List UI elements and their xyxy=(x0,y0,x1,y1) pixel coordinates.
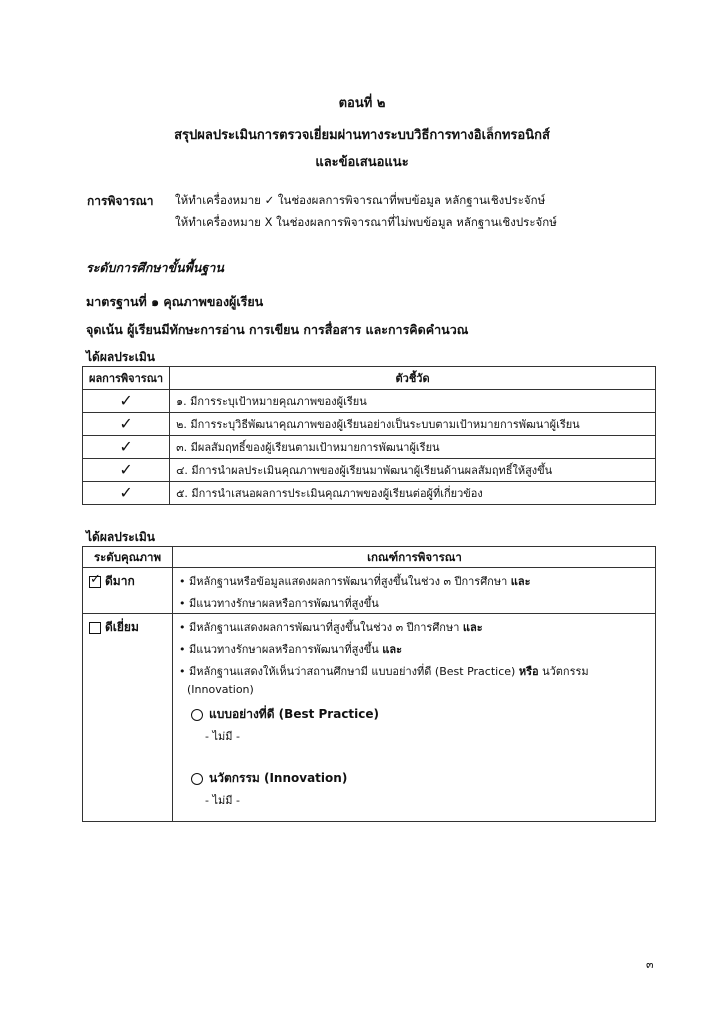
level-excellent-label: ดีเยี่ยม xyxy=(105,620,139,634)
level-very-good-label: ดีมาก xyxy=(105,574,135,588)
level-excellent xyxy=(89,618,139,637)
very-good-bullet-2: • มีแนวทางรักษาผลหรือการพัฒนาที่สูงขึ้น xyxy=(179,597,379,610)
col-indicator: ตัวชี้วัด xyxy=(170,367,656,390)
table-row xyxy=(83,413,656,436)
innovation-value: - ไม่มี - xyxy=(205,794,240,807)
excellent-bullet-2: • มีแนวทางรักษาผลหรือการพัฒนาที่สูงขึ้น และ xyxy=(179,643,403,656)
table-row xyxy=(83,482,656,505)
criteria-line-check: ให้ทำเครื่องหมาย ✓ ในช่องผลการพิจารณาที่พบข้อมูล หลักฐานเชิงประจักษ์ xyxy=(175,193,546,207)
quality-table xyxy=(82,546,656,822)
page-number: ๓ xyxy=(646,958,654,971)
excellent-bullet-3-cont: (Innovation) xyxy=(187,683,254,696)
header-divider xyxy=(83,567,655,568)
criteria-label: การพิจารณา xyxy=(87,194,154,208)
document-title: สรุปผลประเมินการตรวจเยี่ยมผ่านทางระบบวิธีการทางอิเล็กทรอนิกส์ xyxy=(174,128,550,143)
check-icon: ✓ xyxy=(119,414,133,433)
empty-checkbox-icon[interactable] xyxy=(89,622,101,634)
document-subtitle: และข้อเสนอแนะ xyxy=(315,155,409,170)
quality-result-label: ได้ผลประเมิน xyxy=(86,530,155,544)
circle-bullet-icon xyxy=(191,709,203,721)
indicator-table xyxy=(82,366,656,505)
row-divider xyxy=(83,613,655,614)
education-level-heading: ระดับการศึกษาขั้นพื้นฐาน xyxy=(86,260,224,275)
table-row xyxy=(83,436,656,459)
indicator-result-label: ได้ผลประเมิน xyxy=(86,350,155,364)
indicator-table-header xyxy=(83,367,656,390)
check-icon: ✓ xyxy=(119,437,133,456)
best-practice-value: - ไม่มี - xyxy=(205,730,240,743)
indicator-text: ๕. มีการนำเสนอผลการประเมินคุณภาพของผู้เรียนต่อผู้ที่เกี่ยวข้อง xyxy=(170,482,656,505)
check-icon: ✓ xyxy=(119,460,133,479)
col-quality-level: ระดับคุณภาพ xyxy=(93,550,162,564)
very-good-bullet-1: • มีหลักฐานหรือข้อมูลแสดงผลการพัฒนาที่สูงขึ้นในช่วง ๓ ปีการศึกษา และ xyxy=(179,575,531,588)
standard-heading: มาตรฐานที่ ๑ คุณภาพของผู้เรียน xyxy=(86,294,264,309)
column-divider xyxy=(172,547,173,821)
indicator-text: ๒. มีการระบุวิธีพัฒนาคุณภาพของผู้เรียนอย่างเป็นระบบตามเป้าหมายการพัฒนาผู้เรียน xyxy=(170,413,656,436)
checked-checkbox-icon[interactable] xyxy=(89,576,101,588)
table-row xyxy=(83,459,656,482)
excellent-bullet-1: • มีหลักฐานแสดงผลการพัฒนาที่สูงขึ้นในช่วง ๓ ปีการศึกษา และ xyxy=(179,621,483,634)
best-practice-heading: แบบอย่างที่ดี (Best Practice) xyxy=(191,705,379,724)
col-result: ผลการพิจารณา xyxy=(83,367,170,390)
part-heading: ตอนที่ ๒ xyxy=(338,96,386,111)
col-criteria: เกณฑ์การพิจารณา xyxy=(367,550,462,564)
indicator-text: ๑. มีการระบุเป้าหมายคุณภาพของผู้เรียน xyxy=(170,390,656,413)
check-icon: ✓ xyxy=(119,391,133,410)
criteria-line-cross: ให้ทำเครื่องหมาย X ในช่องผลการพิจารณาที่ไม่พบข้อมูล หลักฐานเชิงประจักษ์ xyxy=(175,215,557,229)
table-row xyxy=(83,390,656,413)
excellent-bullet-3: • มีหลักฐานแสดงให้เห็นว่าสถานศึกษามี แบบอย่างที่ดี (Best Practice) หรือ นวัตกรรม xyxy=(179,665,589,678)
focus-heading: จุดเน้น ผู้เรียนมีทักษะการอ่าน การเขียน การสื่อสาร และการคิดคำนวณ xyxy=(86,322,469,337)
indicator-text: ๔. มีการนำผลประเมินคุณภาพของผู้เรียนมาพัฒนาผู้เรียนด้านผลสัมฤทธิ์ให้สูงขึ้น xyxy=(170,459,656,482)
circle-bullet-icon xyxy=(191,773,203,785)
level-very-good xyxy=(89,572,135,591)
innovation-heading: นวัตกรรม (Innovation) xyxy=(191,769,347,788)
indicator-text: ๓. มีผลสัมฤทธิ์ของผู้เรียนตามเป้าหมายการพัฒนาผู้เรียน xyxy=(170,436,656,459)
check-icon: ✓ xyxy=(119,483,133,502)
